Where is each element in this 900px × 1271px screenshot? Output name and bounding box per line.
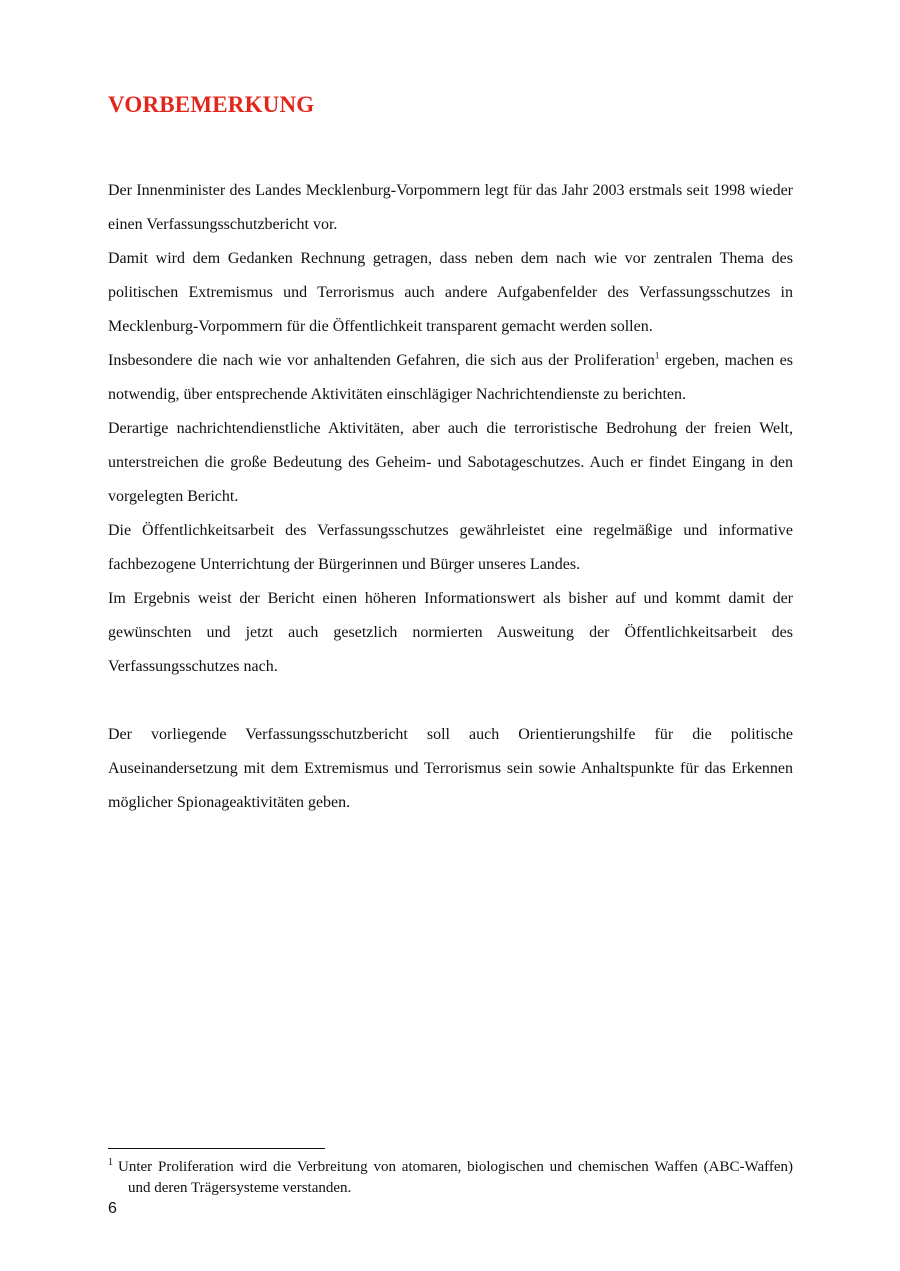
paragraph: Der Innenminister des Landes Mecklenburg-Vorpommern legt für das Jahr 2003 erstmals seit 1998 wieder einen Verfassungsschutzbericht vor. xyxy=(108,182,793,233)
paragraph-text-before-ref: Insbesondere die nach wie vor anhaltenden Gefahren, die sich aus der Proliferation xyxy=(108,352,655,369)
body-text xyxy=(108,174,793,820)
paragraph: Derartige nachrichtendienstliche Aktivitäten, aber auch die terroristische Bedrohung der freien Welt, unterstreichen die große Bedeutung des Geheim- und Sabotageschutzes. Auch er findet Eingang in den vorgelegten Bericht. xyxy=(108,420,793,505)
footnote-separator xyxy=(108,1148,325,1149)
paragraph-text-after-ref: ergeben, machen es notwendig, über entsprechende Aktivitäten einschlägiger Nachrichtendienste zu berichten. xyxy=(108,352,794,403)
page-heading: VORBEMERKUNG xyxy=(108,92,315,117)
footnote-text: Unter Proliferation wird die Verbreitung von atomaren, biologischen und chemischen Waffen (ABC-Waffen) und deren Trägersysteme verstanden. xyxy=(118,1159,793,1196)
paragraph: Die Öffentlichkeitsarbeit des Verfassungsschutzes gewährleistet eine regelmäßige und informative fachbezogene Unterrichtung der Bürgerinnen und Bürger unseres Landes. xyxy=(108,522,793,573)
paragraph: Im Ergebnis weist der Bericht einen höheren Informationswert als bisher auf und kommt damit der gewünschten und jetzt auch gesetzlich normierten Ausweitung der Öffentlichkeitsarbeit des Verfassungsschutzes nach. xyxy=(108,590,793,675)
page-number: 6 xyxy=(108,1200,117,1217)
paragraph: Damit wird dem Gedanken Rechnung getragen, dass neben dem nach wie vor zentralen Thema des politischen Extremismus und Terrorismus auch andere Aufgabenfelder des Verfassungsschutzes in Mecklenburg-Vorpommern für die Öffentlichkeit transparent gemacht werden sollen. xyxy=(108,250,793,335)
footnote-reference[interactable]: 1 xyxy=(654,350,660,361)
footnote: $^1$ Unter Proliferation wird die Verbreitung von atomaren, biologischen und chemischen Waffen (ABC-Waffen) und deren Trägersysteme verstanden. xyxy=(108,1157,793,1196)
paragraph: Der vorliegende Verfassungsschutzbericht soll auch Orientierungshilfe für die politische Auseinandersetzung mit dem Extremismus und Terrorismus sein sowie Anhaltspunkte für das Erkennen möglicher Spionageaktivitäten geben. xyxy=(108,726,793,811)
paragraph-with-footnote xyxy=(108,344,793,412)
